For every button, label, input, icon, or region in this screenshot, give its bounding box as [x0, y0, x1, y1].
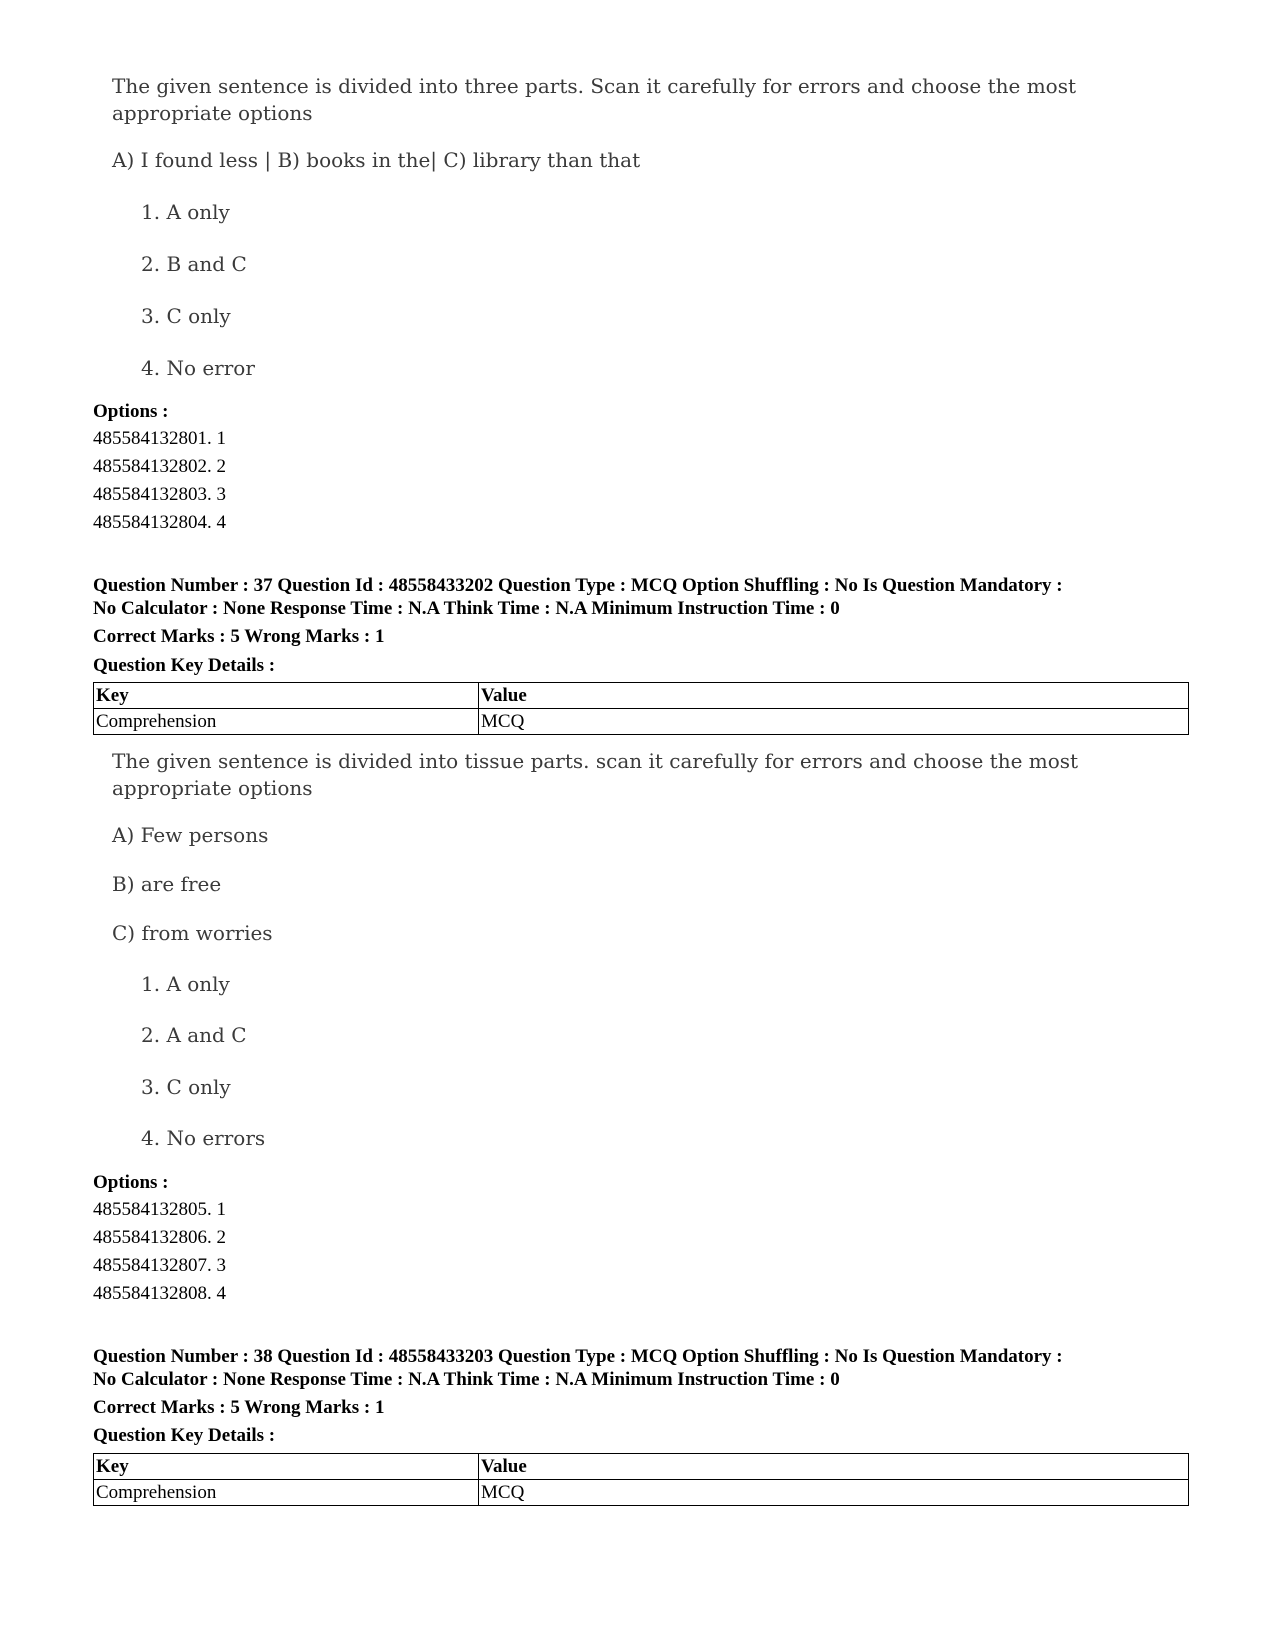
option-id: 485584132802. 2 [93, 456, 226, 477]
question-meta-line: Question Number : 37 Question Id : 48558433202 Question Type : MCQ Option Shuffling : No Is Question Mandatory : [93, 575, 1063, 596]
answer-choice: 1. A only [141, 972, 230, 996]
table-header-value: Value [479, 1454, 1189, 1480]
options-label: Options : [93, 1172, 169, 1193]
option-id: 485584132801. 1 [93, 428, 226, 449]
table-header-row [94, 1454, 1189, 1480]
option-id: 485584132805. 1 [93, 1199, 226, 1220]
option-id: 485584132804. 4 [93, 512, 226, 533]
option-id: 485584132807. 3 [93, 1255, 226, 1276]
sentence-part: B) are free [112, 872, 222, 896]
question-meta-line: No Calculator : None Response Time : N.A Think Time : N.A Minimum Instruction Time : 0 [93, 1369, 840, 1390]
table-cell-value: MCQ [479, 709, 1189, 735]
option-id: 485584132808. 4 [93, 1283, 226, 1304]
question-stem: The given sentence is divided into tissue parts. scan it carefully for errors and choose the most appropriate options [112, 749, 1079, 800]
question-marks: Correct Marks : 5 Wrong Marks : 1 [93, 626, 385, 647]
answer-choice: 4. No errors [141, 1126, 266, 1150]
table-cell-key: Comprehension [94, 1480, 479, 1506]
question-stem: The given sentence is divided into three parts. Scan it carefully for errors and choose the most appropriate options [112, 74, 1077, 125]
question-meta-line: No Calculator : None Response Time : N.A Think Time : N.A Minimum Instruction Time : 0 [93, 598, 840, 619]
answer-choice: 2. A and C [141, 1023, 247, 1047]
table-header-row [94, 683, 1189, 709]
answer-choice: 2. B and C [141, 252, 247, 276]
answer-choice: 3. C only [141, 304, 231, 328]
key-details-label: Question Key Details : [93, 655, 276, 676]
question-meta-line: Question Number : 38 Question Id : 48558433203 Question Type : MCQ Option Shuffling : No Is Question Mandatory : [93, 1346, 1063, 1367]
answer-choice: 1. A only [141, 200, 230, 224]
key-details-label: Question Key Details : [93, 1425, 276, 1446]
table-row [94, 709, 1189, 735]
answer-choice: 4. No error [141, 356, 255, 380]
key-details-table [93, 1453, 1189, 1506]
answer-choice: 3. C only [141, 1075, 231, 1099]
table-row [94, 1480, 1189, 1506]
options-label: Options : [93, 401, 169, 422]
sentence-part: A) Few persons [112, 823, 269, 847]
table-header-key: Key [94, 683, 479, 709]
key-details-table [93, 682, 1189, 735]
sentence-part: C) from worries [112, 921, 273, 945]
table-cell-value: MCQ [479, 1480, 1189, 1506]
question-sentence: A) I found less | B) books in the| C) library than that [112, 148, 641, 172]
option-id: 485584132806. 2 [93, 1227, 226, 1248]
table-cell-key: Comprehension [94, 709, 479, 735]
table-header-key: Key [94, 1454, 479, 1480]
option-id: 485584132803. 3 [93, 484, 226, 505]
table-header-value: Value [479, 683, 1189, 709]
question-marks: Correct Marks : 5 Wrong Marks : 1 [93, 1397, 385, 1418]
